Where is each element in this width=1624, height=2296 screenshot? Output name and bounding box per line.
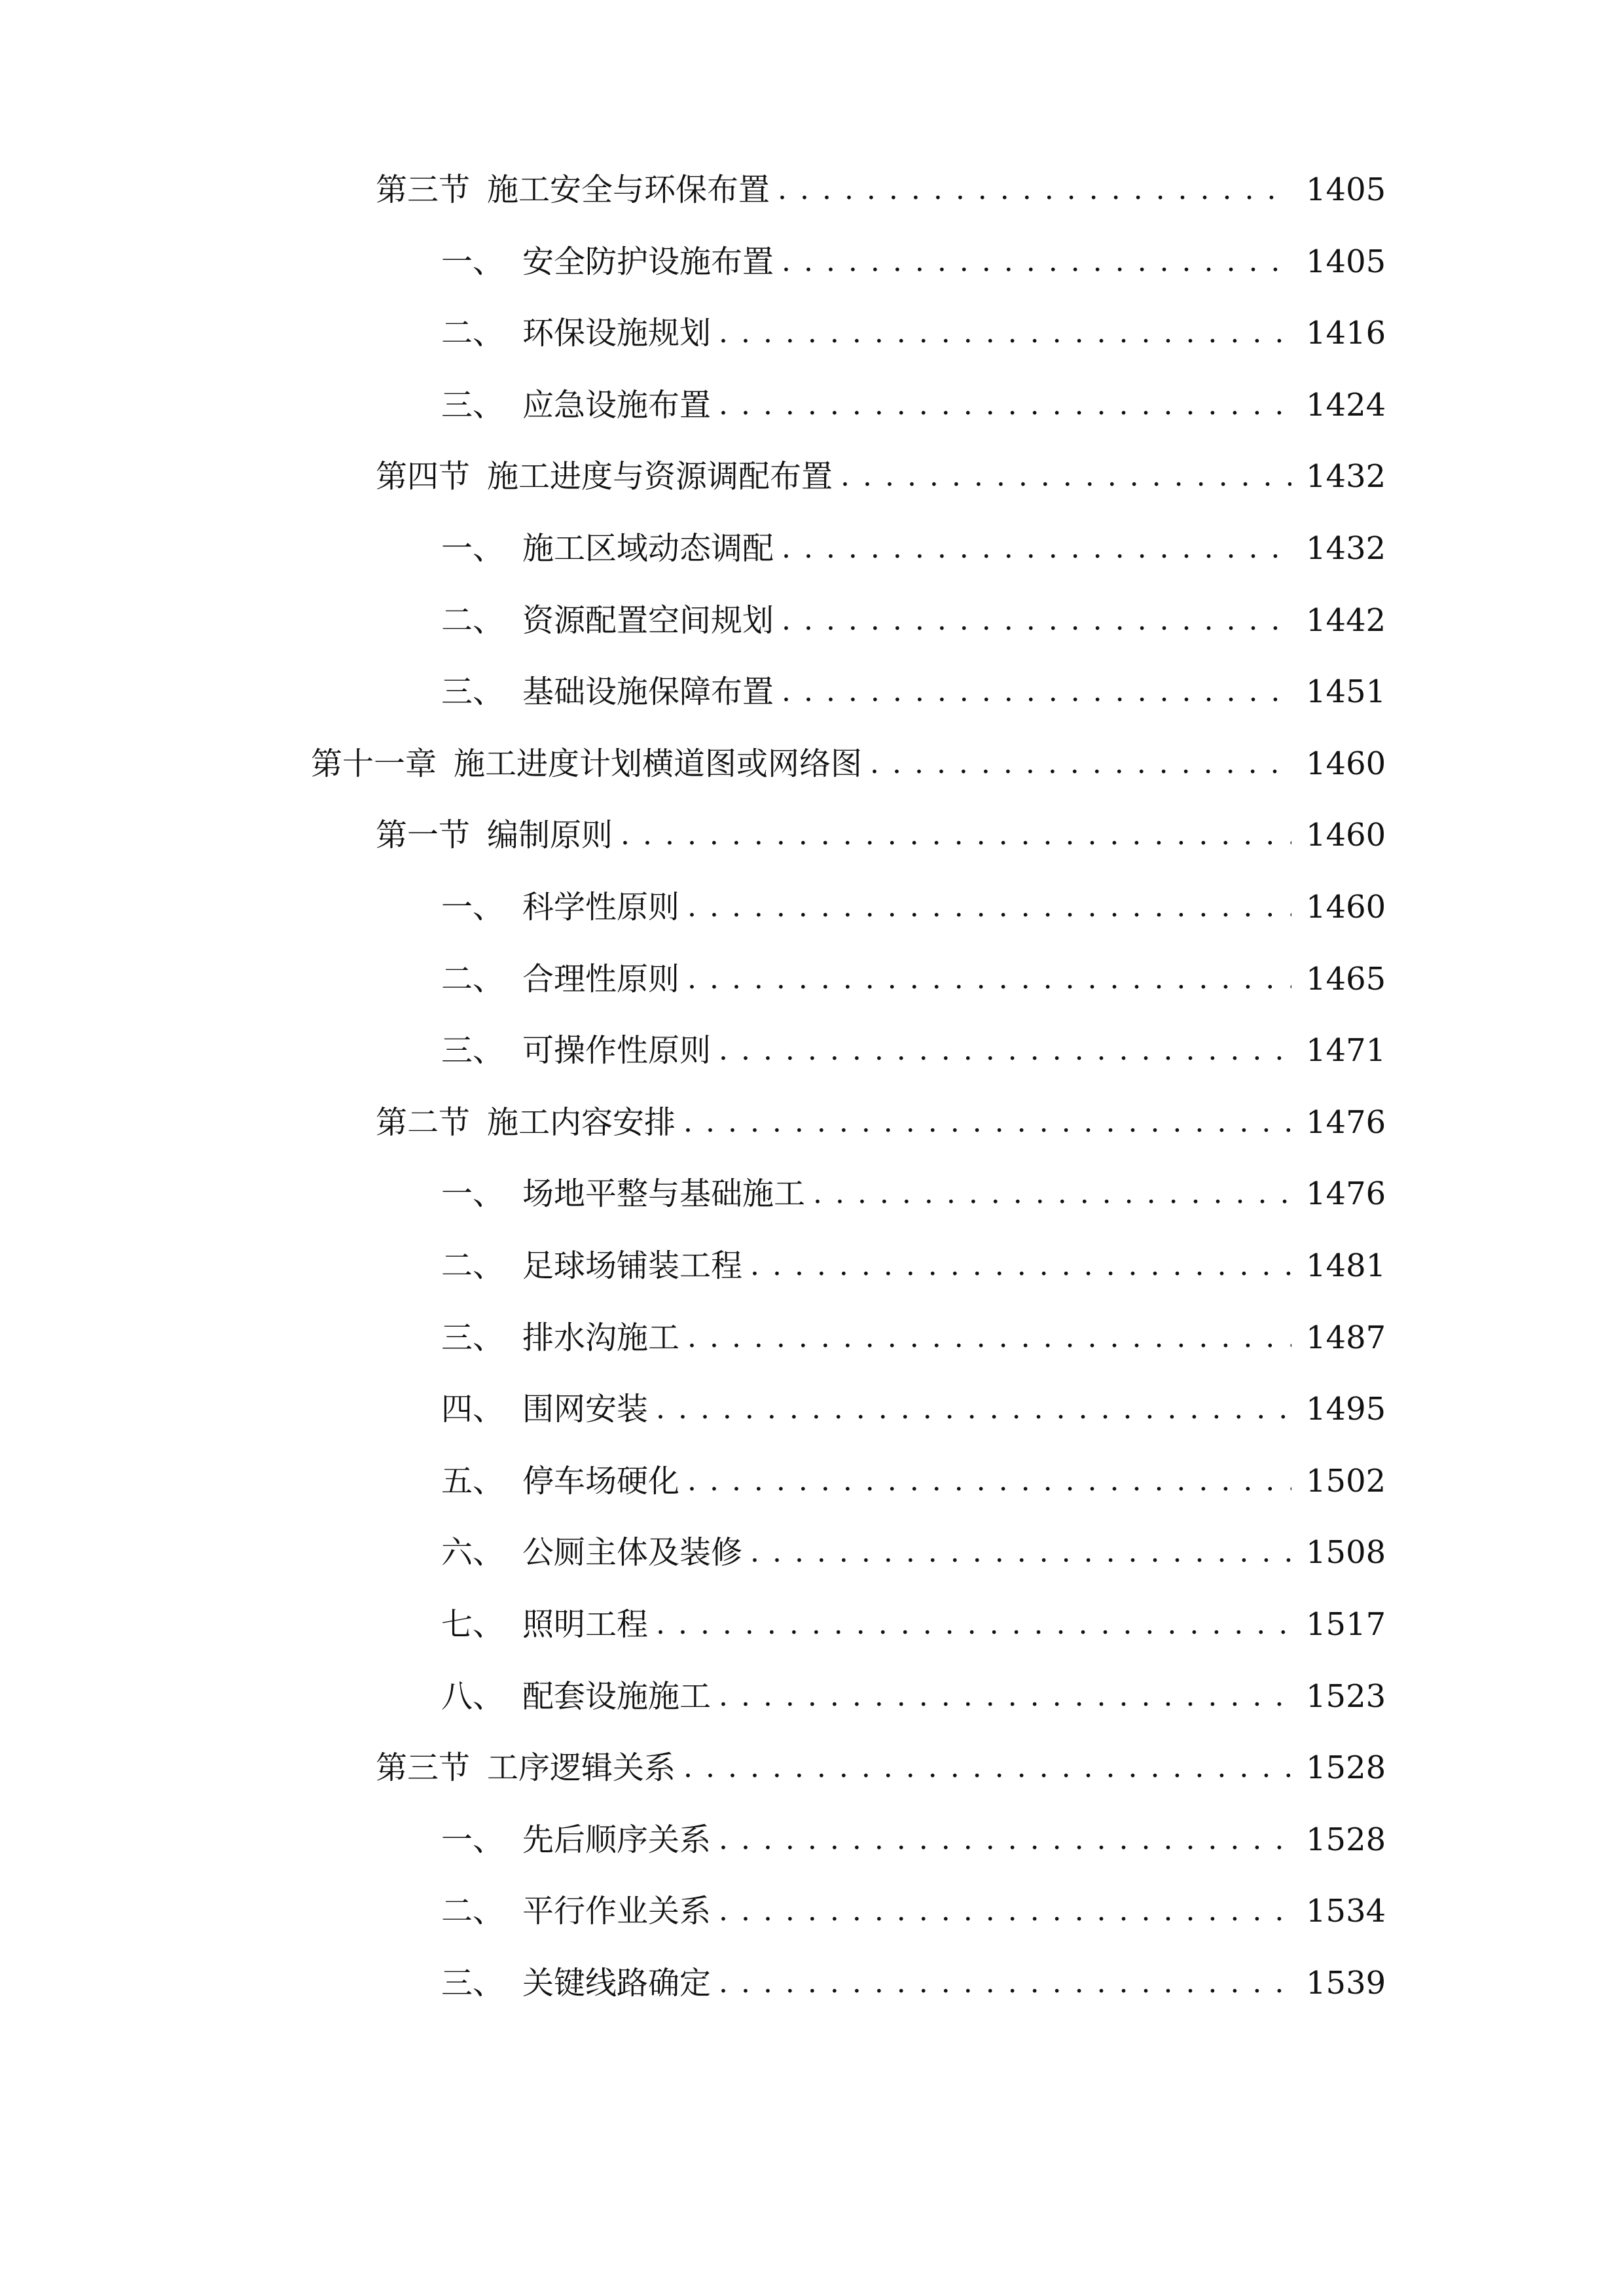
- toc-entry[interactable]: [0, 881, 1624, 933]
- toc-entry-label: [441, 1957, 711, 2009]
- toc-entry-prefix: 八、: [441, 1677, 505, 1715]
- toc-entry-title: 施工区域动态调配: [522, 530, 774, 567]
- toc-page-number: 1476: [1306, 1175, 1386, 1213]
- toc-entry-prefix: 第一节: [376, 817, 471, 854]
- toc-entry[interactable]: [0, 522, 1624, 575]
- toc-page-number: 1508: [1306, 1534, 1386, 1571]
- toc-page-number: 1465: [1306, 960, 1386, 997]
- toc-page-number: 1523: [1306, 1677, 1386, 1715]
- toc-entry-title: 施工安全与环保布置: [487, 171, 770, 208]
- toc-entry-prefix: 一、: [441, 1175, 505, 1213]
- toc-entry-prefix: 第三节: [376, 1749, 471, 1787]
- toc-entry-label: [376, 164, 770, 216]
- toc-page-number: 1534: [1306, 1893, 1386, 1930]
- toc-entry-label: [376, 1742, 676, 1794]
- toc-entry-prefix: 二、: [441, 601, 505, 639]
- toc-entry[interactable]: [0, 1957, 1624, 2009]
- toc-entry-title: 足球场铺装工程: [522, 1247, 743, 1284]
- toc-entry[interactable]: [0, 1885, 1624, 1937]
- toc-page-number: 1442: [1306, 601, 1386, 639]
- toc-entry-title: 配套设施施工: [522, 1677, 712, 1715]
- toc-entry[interactable]: [0, 738, 1624, 790]
- toc-entry-prefix: 第十一章: [311, 745, 437, 782]
- toc-entry-title: 合理性原则: [522, 960, 680, 997]
- toc-page-number: 1460: [1306, 745, 1386, 782]
- toc-entry[interactable]: [0, 236, 1624, 288]
- toc-entry[interactable]: [0, 307, 1624, 359]
- toc-page-number: 1502: [1306, 1462, 1386, 1499]
- toc-page-number: 1460: [1306, 817, 1386, 854]
- toc-entry[interactable]: [0, 1383, 1624, 1435]
- toc-dot-leader: [719, 379, 1291, 431]
- toc-page-number: 1517: [1306, 1606, 1386, 1643]
- toc-dot-leader: [719, 1957, 1291, 2009]
- toc-entry-title: 科学性原则: [522, 889, 680, 925]
- toc-entry-title: 施工进度计划横道图或网络图: [454, 745, 863, 782]
- toc-entry[interactable]: [0, 1024, 1624, 1077]
- toc-entry-prefix: 三、: [441, 1319, 505, 1356]
- toc-entry-label: [441, 379, 711, 431]
- toc-entry-label: [441, 1168, 805, 1220]
- toc-entry-title: 编制原则: [487, 817, 613, 854]
- toc-entry-title: 照明工程: [522, 1606, 649, 1643]
- toc-entry[interactable]: [0, 164, 1624, 216]
- toc-dot-leader: [719, 1024, 1291, 1077]
- toc-entry[interactable]: [0, 666, 1624, 718]
- toc-page-number: 1476: [1306, 1103, 1386, 1141]
- toc-entry-title: 资源配置空间规划: [522, 601, 774, 639]
- toc-entry-prefix: 三、: [441, 1965, 505, 2001]
- toc-page-number: 1528: [1306, 1821, 1386, 1858]
- toc-entry[interactable]: [0, 379, 1624, 431]
- toc-entry-label: [441, 881, 679, 933]
- toc-entry-label: [441, 522, 774, 575]
- toc-entry-prefix: 二、: [441, 1247, 505, 1284]
- toc-entry-prefix: 一、: [441, 530, 505, 567]
- toc-entry-prefix: 三、: [441, 1032, 505, 1069]
- toc-entry-prefix: 六、: [441, 1534, 505, 1571]
- toc-dot-leader: [683, 1742, 1291, 1794]
- toc-entry-title: 基础设施保障布置: [522, 673, 774, 711]
- toc-dot-leader: [719, 1670, 1291, 1723]
- toc-dot-leader: [782, 522, 1291, 575]
- toc-dot-leader: [687, 1312, 1291, 1364]
- toc-entry-label: [441, 1814, 711, 1866]
- toc-entry-label: [441, 236, 774, 288]
- toc-dot-leader: [719, 1814, 1291, 1866]
- toc-entry-prefix: 一、: [441, 243, 505, 280]
- toc-entry-title: 应急设施布置: [522, 386, 712, 423]
- toc-entry-label: [441, 1455, 679, 1507]
- toc-entry-label: [441, 1526, 742, 1579]
- toc-entry-title: 施工进度与资源调配布置: [487, 458, 833, 495]
- toc-page-number: 1528: [1306, 1749, 1386, 1787]
- toc-entry-title: 场地平整与基础施工: [522, 1175, 806, 1213]
- toc-dot-leader: [719, 1885, 1291, 1937]
- toc-entry-label: [441, 1383, 648, 1435]
- toc-entry[interactable]: [0, 1240, 1624, 1292]
- toc-entry[interactable]: [0, 1526, 1624, 1579]
- toc-page-number: 1495: [1306, 1391, 1386, 1428]
- toc-entry-prefix: 第二节: [376, 1103, 471, 1141]
- toc-entry[interactable]: [0, 1742, 1624, 1794]
- toc-dot-leader: [750, 1526, 1291, 1579]
- toc-entry[interactable]: [0, 450, 1624, 503]
- toc-page-number: 1416: [1306, 315, 1386, 352]
- toc-entry-prefix: 第三节: [376, 171, 471, 208]
- toc-entry-title: 停车场硬化: [522, 1462, 680, 1499]
- toc-dot-leader: [813, 1168, 1291, 1220]
- toc-entry-title: 工序逻辑关系: [487, 1749, 676, 1787]
- toc-dot-leader: [750, 1240, 1291, 1292]
- toc-page-number: 1424: [1306, 386, 1386, 423]
- toc-page-number: 1481: [1306, 1247, 1386, 1284]
- toc-entry-title: 可操作性原则: [522, 1032, 712, 1069]
- toc-entry-prefix: 第四节: [376, 458, 471, 495]
- toc-entry-title: 施工内容安排: [487, 1103, 676, 1141]
- toc-page-number: 1432: [1306, 458, 1386, 495]
- toc-page-number: 1539: [1306, 1965, 1386, 2001]
- toc-entry-label: [441, 1240, 742, 1292]
- toc-page-number: 1471: [1306, 1032, 1386, 1069]
- toc-entry-prefix: 三、: [441, 386, 505, 423]
- toc-entry-prefix: 七、: [441, 1606, 505, 1643]
- toc-entry[interactable]: [0, 953, 1624, 1005]
- toc-page-number: 1405: [1306, 243, 1386, 280]
- toc-entry-label: [441, 1598, 648, 1651]
- toc-dot-leader: [840, 450, 1291, 503]
- toc-dot-leader: [656, 1383, 1291, 1435]
- toc-dot-leader: [870, 738, 1291, 790]
- toc-entry-title: 先后顺序关系: [522, 1821, 712, 1858]
- toc-dot-leader: [719, 307, 1291, 359]
- toc-page-number: 1405: [1306, 171, 1386, 208]
- toc-dot-leader: [782, 666, 1291, 718]
- toc-dot-leader: [687, 881, 1291, 933]
- toc-entry-title: 环保设施规划: [522, 315, 712, 352]
- toc-entry[interactable]: [0, 594, 1624, 647]
- toc-entry-label: [441, 1885, 711, 1937]
- toc-entry-label: [376, 1096, 676, 1149]
- toc-entry-label: [441, 1670, 711, 1723]
- toc-entry[interactable]: [0, 1814, 1624, 1866]
- toc-entry[interactable]: [0, 1455, 1624, 1507]
- toc-entry-label: [441, 307, 711, 359]
- toc-entry-prefix: 五、: [441, 1462, 505, 1499]
- toc-entry-label: [376, 809, 613, 861]
- toc-entry-label: [441, 1312, 679, 1364]
- toc-entry-label: [441, 1024, 711, 1077]
- toc-entry-label: [441, 594, 774, 647]
- toc-entry-title: 安全防护设施布置: [522, 243, 774, 280]
- toc-entry-prefix: 一、: [441, 1821, 505, 1858]
- toc-entry-prefix: 二、: [441, 960, 505, 997]
- toc-entry-title: 排水沟施工: [522, 1319, 680, 1356]
- toc-dot-leader: [656, 1598, 1291, 1651]
- toc-entry-title: 公厕主体及装修: [522, 1534, 743, 1571]
- toc-entry[interactable]: [0, 1096, 1624, 1149]
- toc-entry-title: 关键线路确定: [522, 1965, 712, 2001]
- toc-entry-title: 围网安装: [522, 1391, 649, 1428]
- toc-dot-leader: [778, 164, 1291, 216]
- toc-entry[interactable]: [0, 1312, 1624, 1364]
- toc-entry-prefix: 四、: [441, 1391, 505, 1428]
- toc-entry-label: [311, 738, 862, 790]
- toc-page-number: 1487: [1306, 1319, 1386, 1356]
- toc-entry-prefix: 一、: [441, 889, 505, 925]
- toc-entry[interactable]: [0, 809, 1624, 861]
- toc-entry-prefix: 三、: [441, 673, 505, 711]
- toc-dot-leader: [683, 1096, 1291, 1149]
- toc-page-number: 1451: [1306, 673, 1386, 711]
- toc-page-number: 1460: [1306, 889, 1386, 925]
- toc-entry-label: [441, 953, 679, 1005]
- toc-entry-prefix: 二、: [441, 315, 505, 352]
- toc-entry-label: [441, 666, 774, 718]
- toc-dot-leader: [782, 236, 1291, 288]
- toc-dot-leader: [782, 594, 1291, 647]
- toc-entry-title: 平行作业关系: [522, 1893, 712, 1930]
- toc-dot-leader: [687, 1455, 1291, 1507]
- toc-page-number: 1432: [1306, 530, 1386, 567]
- toc-entry[interactable]: [0, 1670, 1624, 1723]
- toc-entry[interactable]: [0, 1168, 1624, 1220]
- toc-dot-leader: [621, 809, 1291, 861]
- toc-entry[interactable]: [0, 1598, 1624, 1651]
- toc-dot-leader: [687, 953, 1291, 1005]
- toc-entry-label: [376, 450, 833, 503]
- toc-entry-prefix: 二、: [441, 1893, 505, 1930]
